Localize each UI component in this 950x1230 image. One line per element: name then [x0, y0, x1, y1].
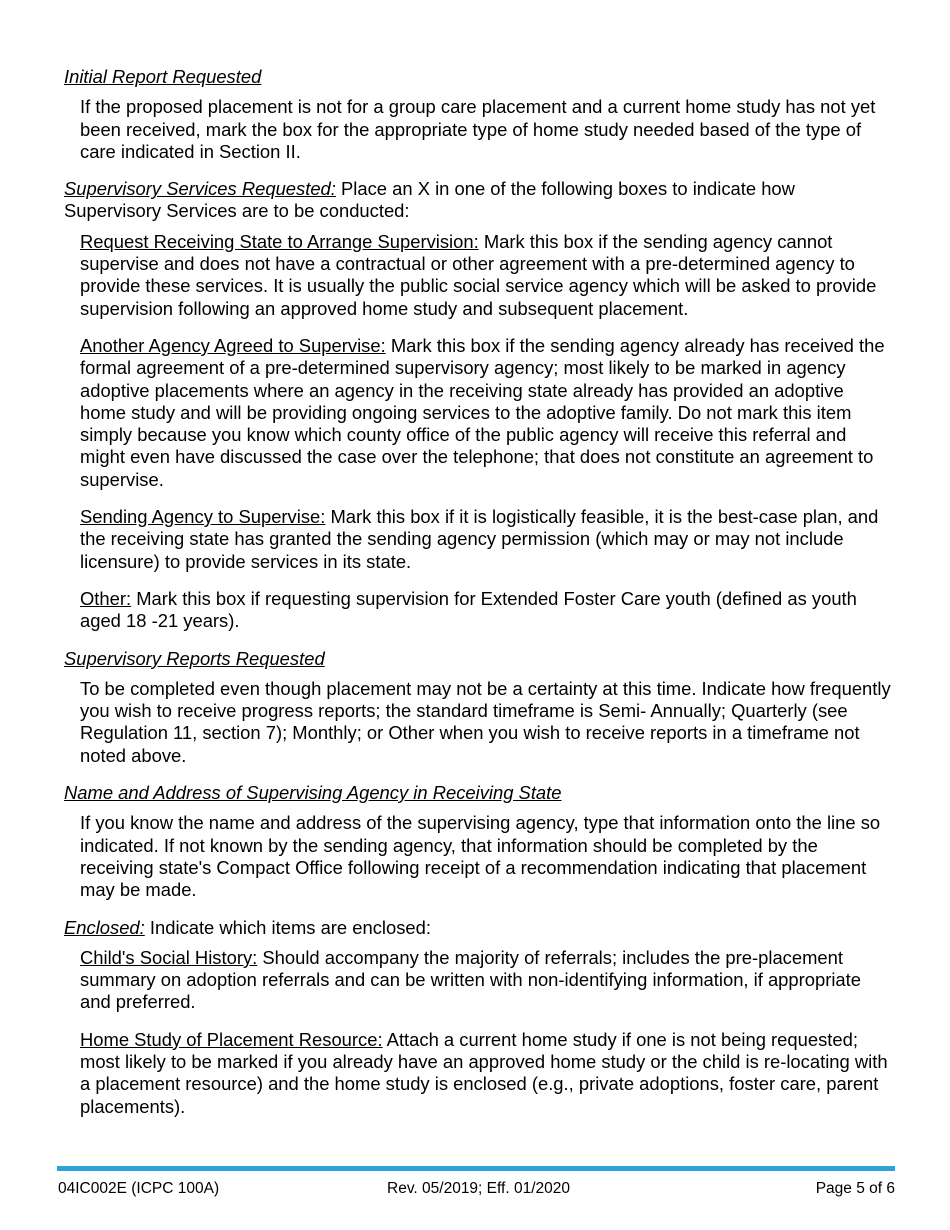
initial-report-text: If the proposed placement is not for a group care placement and a current home study has not yet been received, mark the box for the appropriate type of home study needed based of the type of care indicated in Section II. [80, 96, 876, 162]
item-home-study [80, 1029, 894, 1118]
section-enclosed [64, 917, 894, 939]
heading-supervisory-services: Supervisory Services Requested: [64, 178, 336, 200]
item-label: Sending Agency to Supervise: [80, 506, 326, 528]
section-initial-report [64, 66, 894, 88]
footer-page-number: Page 5 of 6 [815, 1180, 895, 1197]
item-label: Home Study of Placement Resource: [80, 1028, 383, 1050]
footer-form-id: 04IC002E (ICPC 100A) [58, 1180, 220, 1197]
heading-enclosed: Enclosed: [64, 916, 145, 938]
item-label: Other: [80, 587, 132, 609]
item-another-agency [80, 335, 894, 491]
footer-rule [57, 1166, 895, 1171]
item-sending-agency [80, 506, 894, 573]
item-text: Mark this box if requesting supervision for Extended Foster Care youth (defined as youth aged 18 -21 years). [80, 587, 857, 632]
item-text: Mark this box if the sending agency cannot supervise and does not have a contractual or other agreement with a pre-determined agency to provide these services. It is usually the public social service agency which will be asked to provide supervision following an approved home study and subsequent placement. [80, 230, 877, 319]
item-other [80, 588, 894, 633]
item-label: Child's Social History: [80, 946, 258, 968]
item-text: Attach a current home study if one is not being requested; most likely to be marked if you already have an approved home study or the child is re-locating with a placement resource) and the home study is enclosed (e.g., private adoptions, foster care, parent placements). [80, 1028, 888, 1117]
footer-revision: Rev. 05/2019; Eff. 01/2020 [387, 1180, 570, 1197]
section-supervisory-reports [64, 648, 894, 670]
item-text: Mark this box if it is logistically feasible, it is the best-case plan, and the receiving state has granted the sending agency permission (which may or may not include licensure) to provide services in its state. [80, 506, 879, 572]
heading-initial-report: Initial Report Requested [64, 66, 262, 87]
item-request-receiving-state [80, 231, 894, 320]
agency-address-text: If you know the name and address of the supervising agency, type that information onto the line so indicated. If not known by the sending agency, that information should be completed by the receiving state's Compact Office following receipt of a recommendation indicating that placement may be made. [80, 812, 881, 901]
section-agency-address [64, 782, 894, 804]
item-label: Request Receiving State to Arrange Supervision: [80, 230, 479, 252]
heading-supervisory-reports: Supervisory Reports Requested [64, 647, 325, 669]
item-text: Should accompany the majority of referrals; includes the pre-placement summary on adoption referrals and can be written with non-identifying information, if appropriate and preferred. [80, 946, 861, 1013]
enclosed-lead: Indicate which items are enclosed: [144, 916, 431, 938]
item-label: Another Agency Agreed to Supervise: [80, 334, 386, 356]
supervisory-services-lead: Place an X in one of the following boxes to indicate how Supervisory Services are to be conducted: [64, 178, 795, 222]
item-social-history [80, 947, 894, 1014]
heading-agency-address: Name and Address of Supervising Agency in Receiving State [64, 782, 562, 804]
section-supervisory-services [64, 178, 894, 223]
item-text: Mark this box if the sending agency already has received the formal agreement of a pre-determined supervisory agency; most likely to be marked in agency adoptive placements where an agency in the receiving state already has provided an adoptive home study and will be providing ongoing services to the adoptive family. Do not mark this item simply because you know which county office of the public agency will receive this referral and might even have discussed the case over the telephone; that does not constitute an agreement to supervise. [80, 334, 885, 490]
supervisory-reports-text: To be completed even though placement may not be a certainty at this time. Indicate how frequently you wish to receive progress reports; the standard timeframe is Semi- Annually; Quarterly (see Regulation 11, section 7); Monthly; or Other when you wish to receive reports in a timeframe not noted above. [80, 677, 891, 766]
document-body [64, 66, 894, 1133]
